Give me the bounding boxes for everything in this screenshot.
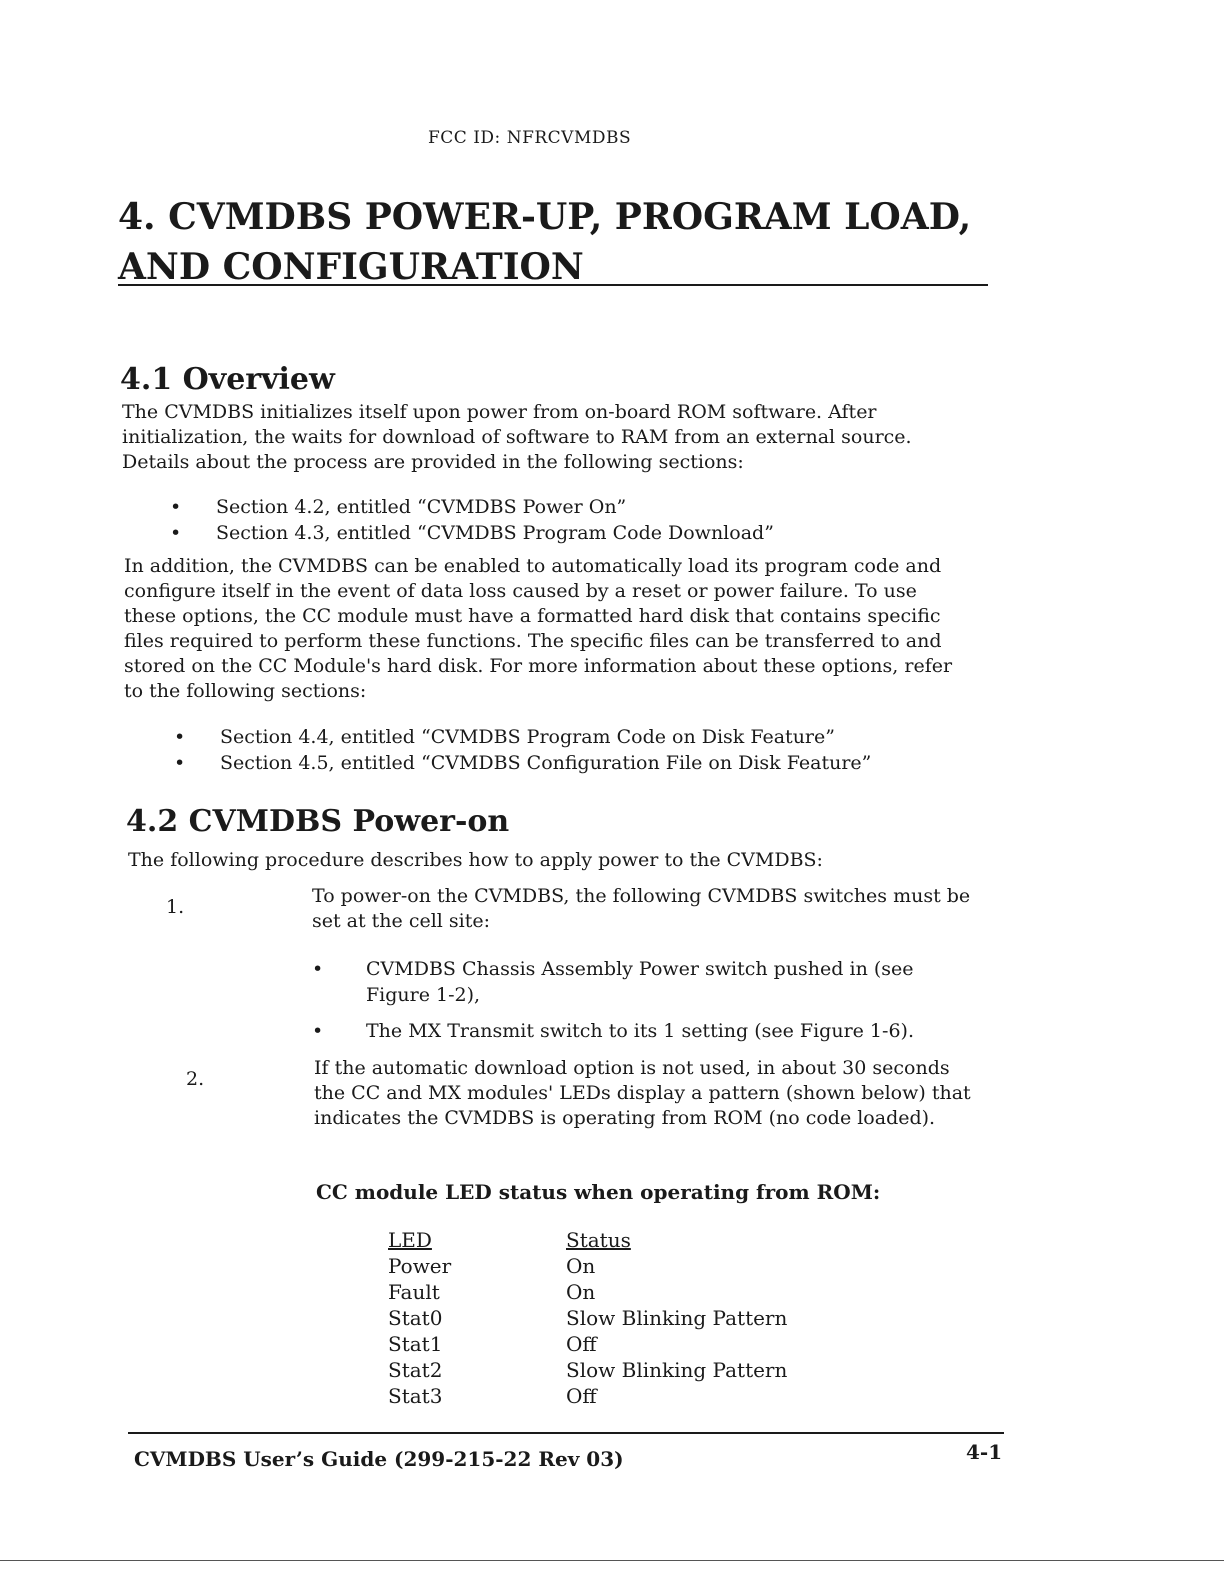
overview-intro: The CVMDBS initializes itself upon power from on-board ROM software. After initialization, the waits for download of software to RAM from an external source. Details about the process are provided in the following sections: [122,401,912,473]
list-item: • Section 4.2, entitled “CVMDBS Power On” [170,494,950,520]
led-name: Stat2 [388,1358,443,1382]
fcc-id-header: FCC ID: NFRCVMDBS [428,128,632,148]
section-heading-overview: 4.1 Overview [120,362,335,397]
led-name: Power [388,1254,452,1278]
table-row [388,1305,787,1331]
table-row [388,1357,787,1383]
led-name: Stat3 [388,1384,443,1408]
step-1-text: To power-on the CVMDBS, the following CVMDBS switches must be set at the cell site: [312,885,971,932]
led-status: On [566,1280,596,1304]
table-row [388,1279,787,1305]
led-name: Stat1 [388,1332,443,1356]
overview-bullet-list-2 [174,724,954,776]
led-status: Off [566,1332,597,1356]
led-status: Off [566,1384,597,1408]
led-status: On [566,1254,596,1278]
footer-divider [128,1432,1004,1434]
table-row [388,1331,787,1357]
power-on-intro: The following procedure describes how to apply power to the CVMDBS: [128,849,823,871]
chapter-divider [118,284,988,286]
led-status-heading: CC module LED status when operating from ROM: [316,1180,881,1204]
column-header-status: Status [566,1227,631,1252]
list-item: • Section 4.4, entitled “CVMDBS Program Code on Disk Feature” [174,724,954,750]
led-status: Slow Blinking Pattern [566,1358,788,1382]
step-number-2: 2. [186,1068,205,1090]
table-header-row [388,1226,787,1253]
chapter-title [118,192,988,292]
list-item: • Section 4.5, entitled “CVMDBS Configuration File on Disk Feature” [174,750,954,776]
overview-bullet-list [170,494,950,546]
table-row [388,1383,787,1409]
list-item: • Section 4.3, entitled “CVMDBS Program Code Download” [170,520,950,546]
led-status: Slow Blinking Pattern [566,1306,788,1330]
step-1-bullet-list [312,956,972,1044]
step-number-1: 1. [166,896,185,918]
overview-paragraph-2: In addition, the CVMDBS can be enabled to automatically load its program code and configure itself in the event of data loss caused by a reset or power failure. To use these options, the CC module must have a formatted hard disk that contains specific files required to perform these functions. The specific files can be transferred to and stored on the CC Module's hard disk. For more information about these options, refer to the following sections: [124,555,953,702]
footer-document-title: CVMDBS User’s Guide (299-215-22 Rev 03) [134,1447,624,1471]
list-item: • The MX Transmit switch to its 1 setting (see Figure 1-6). [312,1018,972,1044]
page-number: 4-1 [966,1440,1003,1464]
list-item: • CVMDBS Chassis Assembly Power switch pushed in (see Figure 1-2), [312,956,972,1008]
led-name: Fault [388,1280,440,1304]
scan-edge-line [0,1560,1224,1561]
led-name: Stat0 [388,1306,443,1330]
step-2-text: If the automatic download option is not used, in about 30 seconds the CC and MX modules' LEDs display a pattern (shown below) that indicates the CVMDBS is operating from ROM (no code loaded). [314,1057,971,1129]
chapter-title-line-2: AND CONFIGURATION [118,246,584,288]
section-heading-power-on: 4.2 CVMDBS Power-on [126,804,510,839]
led-status-table [388,1226,787,1409]
table-row [388,1253,787,1279]
column-header-led: LED [388,1227,432,1252]
chapter-title-line-1: 4. CVMDBS POWER-UP, PROGRAM LOAD, [118,196,972,238]
